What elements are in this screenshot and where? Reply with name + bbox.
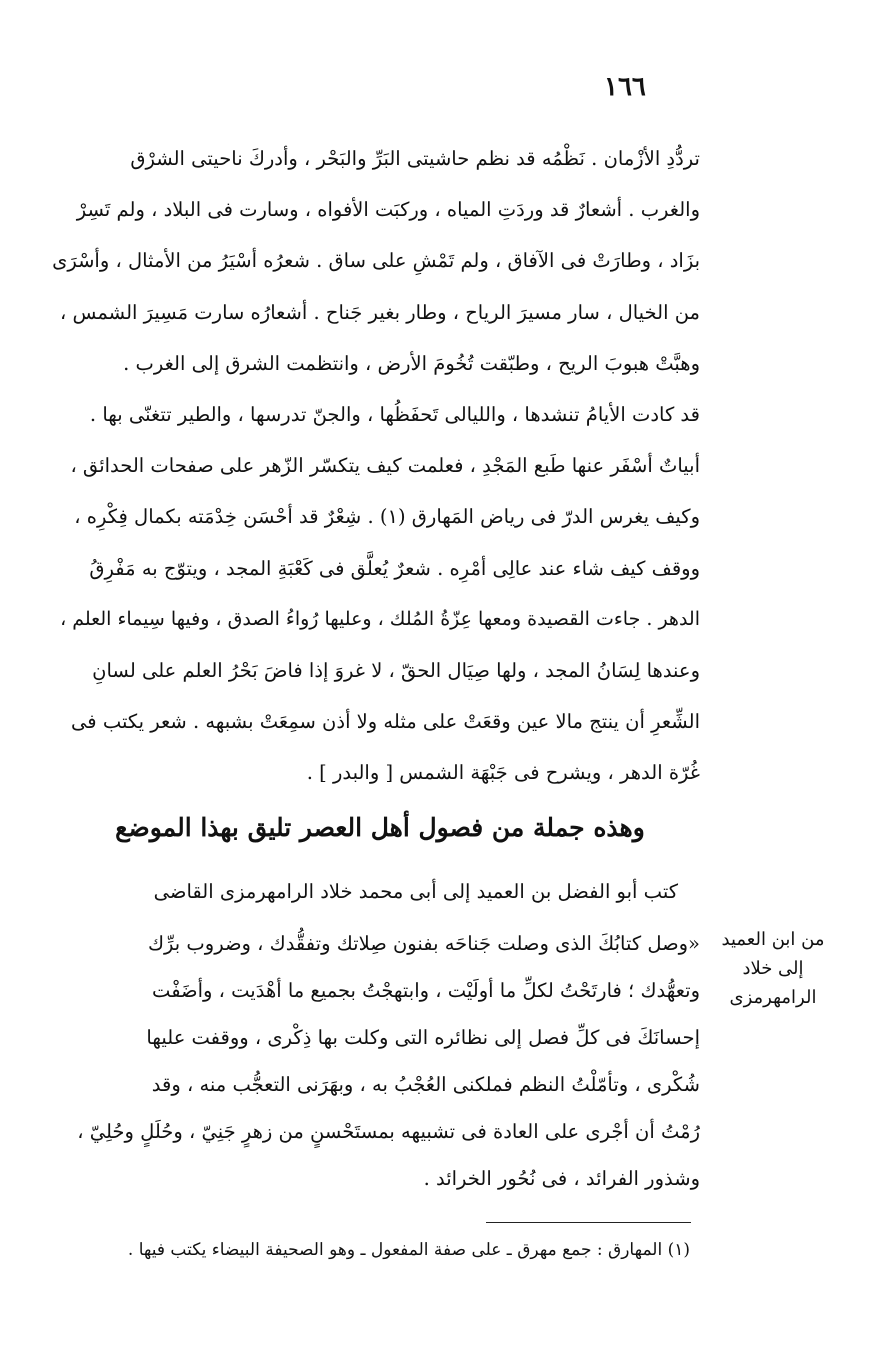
section-heading: وهذه جملة من فصول أهل العصر تليق بهذا الموضع (115, 813, 645, 842)
body-text (50, 133, 700, 798)
margin-note-line: إلى خلاد (742, 958, 804, 979)
letter-line: شُكْرى ، وتأمّلْتُ النظم فملكنى العُجْبُ به ، وبهَرَنى التعجُّب منه ، وقد (151, 1073, 700, 1096)
margin-note-line: الرامهرمزى (729, 987, 817, 1008)
text-line: وهبَّتْ هبوبَ الريح ، وطبّقت تُخُومَ الأرض ، وانتظمت الشرق إلى الغرب . (123, 351, 700, 375)
text-line: بزَاد ، وطارَتْ فى الآفاق ، ولم تَمْشِ على ساق . شعرُه أسْيَرُ من الأمثال ، وأسْرَى (52, 249, 700, 273)
letter-heading: كتب أبو الفضل بن العميد إلى أبى محمد خلاد الرامهرمزى القاضى (153, 880, 678, 903)
text-line: وكيف يغرس الدرّ فى رياض المَهارق (١) . شِعْرٌ قد أحْسَن خِدْمَته بكمال فِكْرِه ، (74, 505, 700, 529)
text-line: والغرب . أشعارٌ قد وردَتِ المياه ، وركبَت الأفواه ، وسارت فى البلاد ، ولم تَسِرْ (76, 198, 700, 222)
letter-line: «وصل كتابُكَ الذى وصلت جَناحَه بفنون صِلاتك وتفقُّدك ، وضروب برِّك (147, 932, 700, 955)
text-line: غُرّة الدهر ، ويشرح فى جَبْهَة الشمس [ والبدر ] . (306, 761, 700, 785)
letter-line: وشذور الفرائد ، فى نُحُور الخرائد . (423, 1167, 700, 1190)
text-line: وعندها لِسَانُ المجد ، ولها صِيَال الحقّ ، لا غروَ إذا فاضَ بَحْرُ العلم على لسانِ (92, 658, 700, 682)
text-line: من الخيال ، سار مسيرَ الرياح ، وطار بغير جَناح . أشعارُه سارت مَسِيرَ الشمس ، (60, 300, 700, 324)
footnote: (١) المهارق : جمع مهرق ـ على صفة المفعول ـ وهو الصحيفة البيضاء يكتب فيها . (127, 1240, 690, 1260)
text-line: الدهر . جاءت القصيدة ومعها عِزّةُ المُلك ، وعليها رُواءُ الصدق ، وفيها سِيماء العلم ، (60, 607, 700, 630)
letter-line: إحسانَكَ فى كلِّ فصل إلى نظائره التى وكلت بها ذِكْرى ، ووقفت عليها (146, 1026, 700, 1049)
letter-line: وتعهُّدك ؛ فارتَحْتُ لكلِّ ما أولَيْت ، وابتهجْتُ بجميع ما أهْدَيت ، وأضَفْت (152, 979, 700, 1002)
text-line: قد كادت الأيامُ تنشدها ، والليالى تَحفَظُها ، والجنّ تدرسها ، والطير تتغنّى بها . (89, 402, 700, 426)
text-line: أبياتٌ أسْفَر عنها طَبع المَجْدِ ، فعلمت كيف يتكسّر الزّهر على صفحات الحدائق ، (70, 454, 700, 478)
letter-line: رُمْتُ أن أجْرى على العادة فى تشبيهه بمستَحْسنٍ من زهرٍ جَنِيّ ، وحُلَلٍ وحُلِيّ ، (77, 1120, 700, 1143)
footnote-divider (486, 1222, 691, 1223)
text-line: ووقف كيف شاء عند عالِى أمْرِه . شعرٌ يُعلَّق فى كَعْبَةِ المجد ، ويتوّج به مَفْرِقُ (89, 556, 700, 580)
letter-text (50, 920, 700, 1202)
margin-note (708, 925, 838, 1012)
text-line: تردُّدِ الأزْمان . نَظْمُه قد نظم حاشيتى البَرِّ والبَحْر ، وأدركَ ناحيتى الشرْق (130, 147, 700, 170)
margin-note-line: من ابن العميد (721, 929, 825, 950)
page-number: ١٦٦ (604, 72, 646, 102)
text-line: الشِّعرِ أن ينتج مالا عين وقعَتْ على مثله ولا أذن سمِعَتْ بشبهه . شعر يكتب فى (71, 710, 700, 734)
